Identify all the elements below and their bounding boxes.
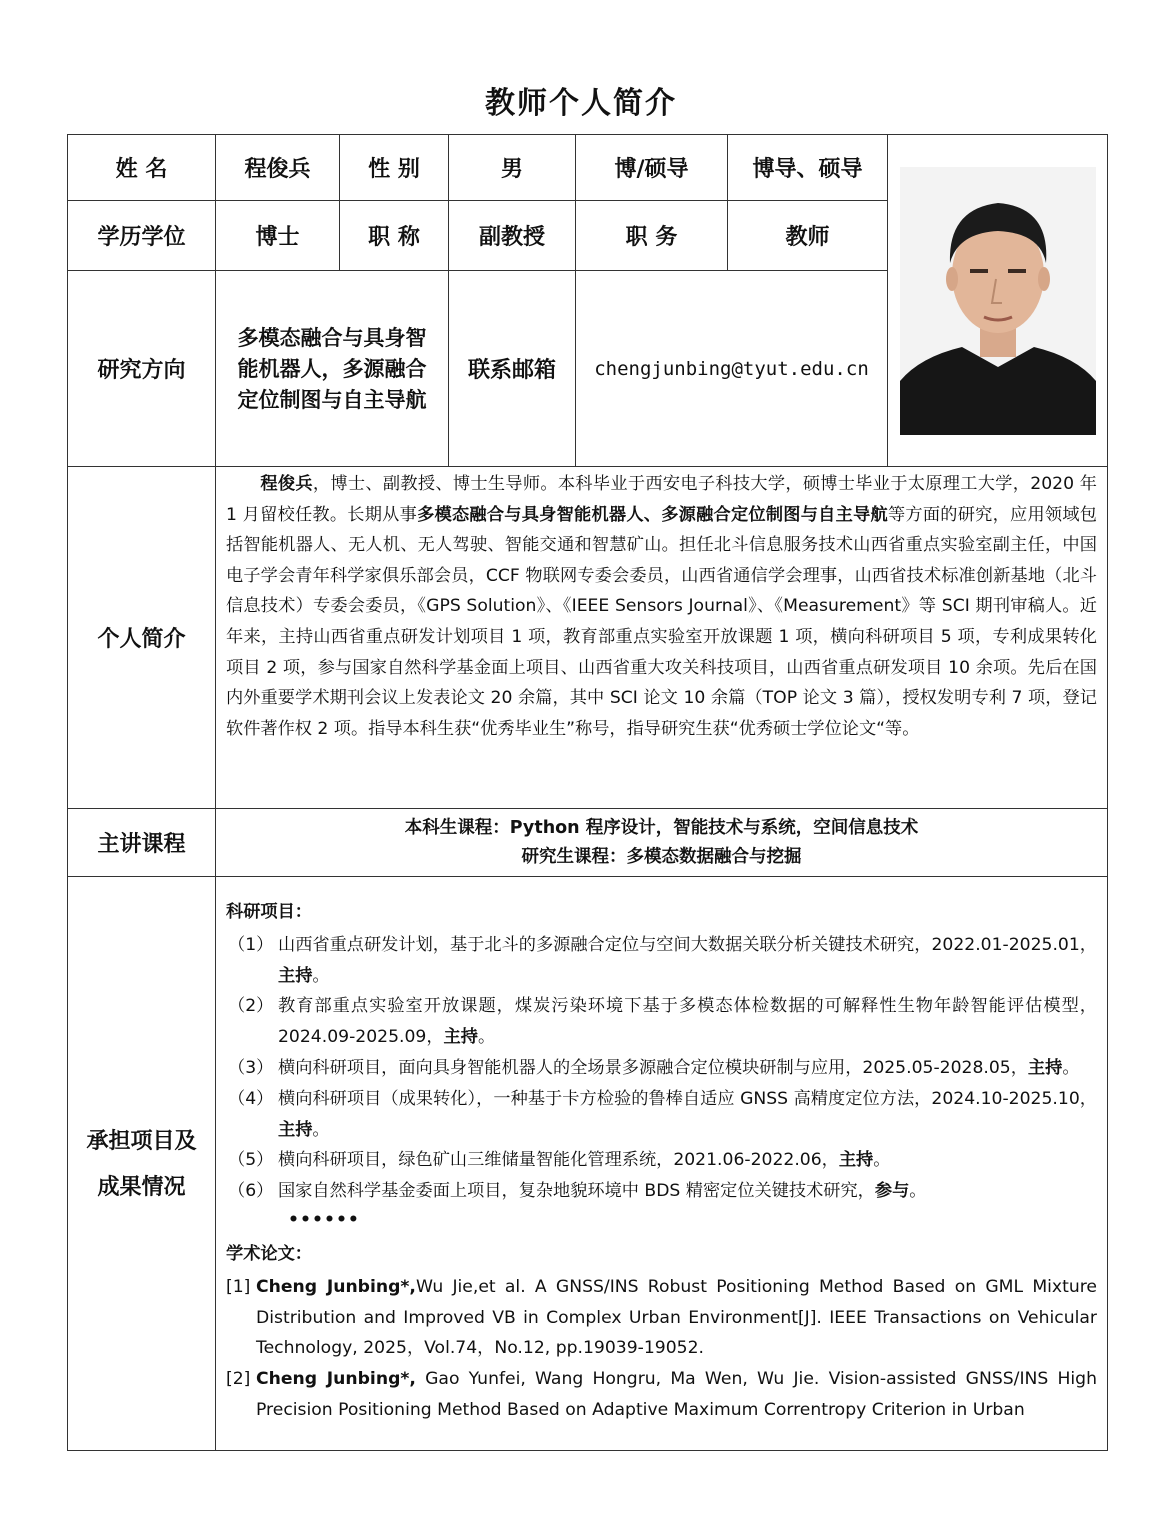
project-item [226, 930, 1097, 992]
project-role: 参与 [874, 1181, 910, 1202]
project-num: （6） [228, 1181, 274, 1202]
bio-name: 程俊兵 [260, 474, 313, 494]
bio-text [216, 467, 1108, 809]
projects-label-line2: 成果情况 [97, 1173, 186, 1200]
courses-cell [216, 809, 1108, 877]
project-text: 国家自然科学基金委面上项目，复杂地貌环境中 BDS 精密定位关键技术研究， [278, 1181, 875, 1202]
research-label: 研究方向 [68, 271, 216, 467]
bio-part1: ，博士、副教授、博士生导师。本科毕业于西安电子科技大学，硕博士毕业于太原理工大学，2020 年 1 月留校任教。长期从事 [226, 474, 1097, 525]
bio-focus: 多模态融合与具身智能机器人、多源融合定位制图与自主导航 [417, 504, 888, 525]
paper-author: Cheng Junbing*, [256, 1276, 416, 1297]
name-label: 姓 名 [68, 135, 216, 201]
project-item [226, 1176, 1097, 1207]
supervisor-label: 博/硕导 [576, 135, 728, 201]
profile-table [67, 134, 1108, 1451]
degree-label: 学历学位 [68, 201, 216, 271]
grad-courses: 研究生课程：多模态数据融合与挖掘 [521, 846, 802, 867]
project-text: 横向科研项目，绿色矿山三维储量智能化管理系统，2021.06-2022.06， [278, 1150, 839, 1171]
project-num: （1） [228, 934, 274, 955]
undergrad-courses: 本科生课程：Python 程序设计，智能技术与系统，空间信息技术 [404, 817, 919, 838]
projects-label-line1: 承担项目及 [86, 1127, 197, 1154]
project-role: 主持 [278, 965, 313, 986]
page-title: 教师个人简介 [485, 86, 677, 121]
project-text: 横向科研项目，面向具身智能机器人的全场景多源融合定位模块研制与应用，2025.05-2028.05， [278, 1057, 1028, 1078]
portrait-photo [900, 167, 1096, 435]
gender-value: 男 [449, 135, 576, 201]
project-end: 。 [477, 1027, 496, 1048]
bio-label: 个人简介 [68, 467, 216, 809]
project-end: 。 [312, 965, 330, 986]
project-text: 横向科研项目（成果转化），一种基于卡方检验的鲁棒自适应 GNSS 高精度定位方法，2024.10-2025.10， [278, 1088, 1097, 1109]
paper-text: Wu Jie,et al. A GNSS/INS Robust Positioning Method Based on GML Mixture Distribution and Improved VB in Complex Urban Environment[J]. IEEE Transactions on Vehicular Technology, 2025，Vol.74，No.12, pp.19039-19052. [256, 1276, 1097, 1359]
paper-author: Cheng Junbing*, [256, 1369, 416, 1390]
email-label: 联系邮箱 [449, 271, 576, 467]
position-value: 教师 [728, 201, 888, 271]
paper-text: Gao Yunfei, Wang Hongru, Ma Wen, Wu Jie. Vision-assisted GNSS/INS High Precision Positioning Method Based on Adaptive Maximum Correntropy Criterion in Urban [256, 1369, 1097, 1420]
rank-label: 职 称 [340, 201, 449, 271]
project-item [226, 1145, 1097, 1176]
project-end: 。 [909, 1181, 927, 1202]
paper-item [226, 1272, 1097, 1364]
position-label: 职 务 [576, 201, 728, 271]
photo-cell [888, 135, 1108, 467]
project-item [226, 991, 1097, 1053]
email-value: chengjunbing@tyut.edu.cn [576, 271, 888, 467]
project-end: 。 [1062, 1057, 1080, 1078]
project-item [226, 1053, 1097, 1084]
paper-num: [2] [226, 1369, 251, 1390]
project-role: 主持 [838, 1150, 874, 1171]
projects-label [68, 877, 216, 1451]
project-num: （5） [228, 1150, 274, 1171]
project-role: 主持 [278, 1119, 313, 1140]
project-text: 教育部重点实验室开放课题，煤炭污染环境下基于多模态体检数据的可解释性生物年龄智能评估模型，2024.09-2025.09， [278, 996, 1097, 1048]
ellipsis: •••••• [288, 1209, 360, 1230]
projects-cell [216, 877, 1108, 1451]
project-num: （3） [228, 1057, 274, 1078]
bio-part2: 等方面的研究，应用领域包括智能机器人、无人机、无人驾驶、智能交通和智慧矿山。担任北斗信息服务技术山西省重点实验室副主任，中国电子学会青年科学家俱乐部会员，CCF 物联网专委会委员，山西省通信学会理事，山西省技术标准创新基地（北斗信息技术）专委会委员，《GPS Solution》、《IEEE Sensors Journal》、《Measurement》等 SCI 期刊审稿人。近年来，主持山西省重点研发计划项目 1 项，教育部重点实验室开放课题 1 项，横向科研项目 5 项，专利成果转化项目 2 项，参与国家自然科学基金面上项目、山西省重大攻关科技项目，山西省重点研发项目 10 余项。先后在国内外重要学术期刊会议上发表论文 20 余篇，其中 SCI 论文 10 余篇（TOP 论文 3 篇），授权发明专利 7 项，登记软件著作权 2 项。指导本科生获“优秀毕业生”称号，指导研究生获“优秀硕士学位论文“等。 [226, 504, 1097, 739]
gender-label: 性 别 [340, 135, 449, 201]
project-role: 主持 [443, 1027, 478, 1048]
project-role: 主持 [1027, 1057, 1063, 1078]
paper-item [226, 1364, 1097, 1426]
paper-num: [1] [226, 1276, 251, 1297]
project-num: （4） [228, 1088, 274, 1109]
papers-heading: 学术论文： [226, 1243, 312, 1264]
project-end: 。 [312, 1119, 330, 1140]
project-list [226, 930, 1097, 1207]
name-value: 程俊兵 [216, 135, 340, 201]
research-projects-heading: 科研项目： [226, 902, 312, 922]
degree-value: 博士 [216, 201, 340, 271]
project-end: 。 [873, 1150, 891, 1171]
project-num: （2） [228, 996, 274, 1017]
project-item [226, 1084, 1097, 1146]
project-text: 山西省重点研发计划，基于北斗的多源融合定位与空间大数据关联分析关键技术研究，2022.01-2025.01， [278, 934, 1097, 955]
courses-label: 主讲课程 [68, 809, 216, 877]
research-value: 多模态融合与具身智能机器人，多源融合定位制图与自主导航 [216, 271, 449, 467]
supervisor-value: 博导、硕导 [728, 135, 888, 201]
rank-value: 副教授 [449, 201, 576, 271]
